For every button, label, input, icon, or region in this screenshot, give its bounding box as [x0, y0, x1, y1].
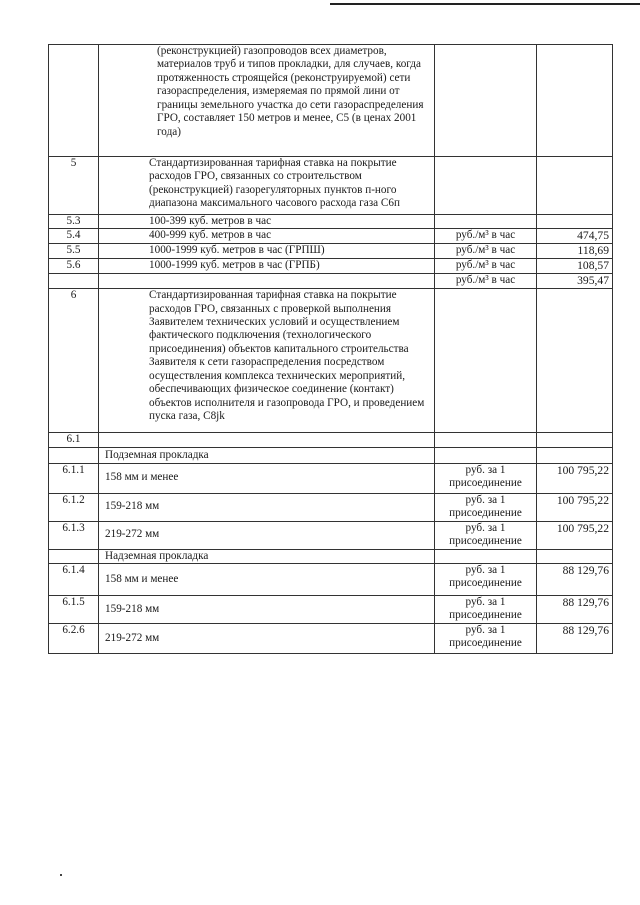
table-row [49, 289, 613, 433]
row-description: 1000-1999 куб. метров в час (ГРПБ) [99, 259, 435, 274]
row-unit: руб./м³ в час [435, 244, 537, 259]
row-description: 219-272 мм [99, 623, 435, 653]
row-value: 100 795,22 [537, 521, 613, 549]
row-value [537, 157, 613, 215]
table-row [49, 229, 613, 244]
table-row [49, 521, 613, 549]
row-unit [435, 45, 537, 157]
row-unit [435, 215, 537, 229]
row-value: 108,57 [537, 259, 613, 274]
row-unit [435, 289, 537, 433]
row-value [537, 549, 613, 563]
table-row [49, 463, 613, 493]
row-unit: руб./м³ в час [435, 259, 537, 274]
table-row [49, 623, 613, 653]
row-number: 6.1.1 [49, 463, 99, 493]
row-value: 88 129,76 [537, 563, 613, 595]
row-description: 158 мм и менее [99, 563, 435, 595]
row-number: 5.4 [49, 229, 99, 244]
row-value: 474,75 [537, 229, 613, 244]
row-description: 400-999 куб. метров в час [99, 229, 435, 244]
row-unit: руб. за 1 присоединение [435, 563, 537, 595]
row-number: 5.6 [49, 259, 99, 274]
row-number: 6.1.2 [49, 493, 99, 521]
row-value: 118,69 [537, 244, 613, 259]
row-unit: руб. за 1 присоединение [435, 463, 537, 493]
row-number [49, 45, 99, 157]
row-description: 159-218 мм [99, 595, 435, 623]
row-number [49, 447, 99, 463]
row-unit: руб. за 1 присоединение [435, 623, 537, 653]
row-description: Стандартизированная тарифная ставка на покрытие расходов ГРО, связанных со строительством (реконструкцией) газорегуляторных пунктов п-ного диапазона максимального часового расхода газа С6п [99, 157, 435, 215]
row-unit: руб. за 1 присоединение [435, 493, 537, 521]
row-description: Надземная прокладка [99, 549, 435, 563]
row-value [537, 433, 613, 447]
row-unit: руб./м³ в час [435, 274, 537, 289]
row-number: 6.1.5 [49, 595, 99, 623]
row-value: 88 129,76 [537, 595, 613, 623]
row-value [537, 215, 613, 229]
table-row [49, 433, 613, 447]
row-description: 100-399 куб. метров в час [99, 215, 435, 229]
row-value: 395,47 [537, 274, 613, 289]
row-value [537, 45, 613, 157]
row-number: 6.2.6 [49, 623, 99, 653]
row-value: 100 795,22 [537, 463, 613, 493]
row-description: Стандартизированная тарифная ставка на покрытие расходов ГРО, связанных с проверкой выполнения Заявителем технических условий и осуществлением фактического подключения (технологического присоединения) объектов капитального строительства Заявителя к сети газораспределения посредством осуществления комплекса технических мероприятий, обеспечивающих физическое соединение (контакт) объектов исполнителя и газопровода ГРО, и проведением пуска газа, С8jk [99, 289, 435, 433]
table-row [49, 157, 613, 215]
row-description: 158 мм и менее [99, 463, 435, 493]
row-number: 6.1 [49, 433, 99, 447]
row-description [99, 274, 435, 289]
row-number [49, 549, 99, 563]
row-value [537, 447, 613, 463]
row-description [99, 433, 435, 447]
page-mark-dot [60, 874, 62, 876]
table-row [49, 215, 613, 229]
row-value: 88 129,76 [537, 623, 613, 653]
row-number: 5 [49, 157, 99, 215]
table-row [49, 274, 613, 289]
table-row [49, 259, 613, 274]
row-description: 159-218 мм [99, 493, 435, 521]
row-description: (реконструкцией) газопроводов всех диаметров, материалов труб и типов прокладки, для случаев, когда протяженность строящейся (реконструируемой) сети газораспределения, измеряемая по прямой лини от границы земельного участка до сети газораспределения ГРО, составляет 150 метров и менее, С5 (в ценах 2001 года) [99, 45, 435, 157]
row-unit [435, 549, 537, 563]
row-value: 100 795,22 [537, 493, 613, 521]
table-row [49, 244, 613, 259]
tariff-table [48, 44, 613, 654]
row-number: 5.3 [49, 215, 99, 229]
row-number: 6.1.4 [49, 563, 99, 595]
row-number [49, 274, 99, 289]
table-row [49, 493, 613, 521]
row-description: 1000-1999 куб. метров в час (ГРПШ) [99, 244, 435, 259]
table-row [49, 563, 613, 595]
row-number: 6 [49, 289, 99, 433]
row-unit [435, 157, 537, 215]
row-number: 5.5 [49, 244, 99, 259]
table-row [49, 549, 613, 563]
row-value [537, 289, 613, 433]
row-unit: руб. за 1 присоединение [435, 521, 537, 549]
row-unit: руб./м³ в час [435, 229, 537, 244]
row-unit [435, 433, 537, 447]
row-description: Подземная прокладка [99, 447, 435, 463]
row-unit: руб. за 1 присоединение [435, 595, 537, 623]
row-number: 6.1.3 [49, 521, 99, 549]
row-description: 219-272 мм [99, 521, 435, 549]
top-edge-line [330, 3, 640, 5]
table-row [49, 45, 613, 157]
row-unit [435, 447, 537, 463]
table-row [49, 595, 613, 623]
table-row [49, 447, 613, 463]
